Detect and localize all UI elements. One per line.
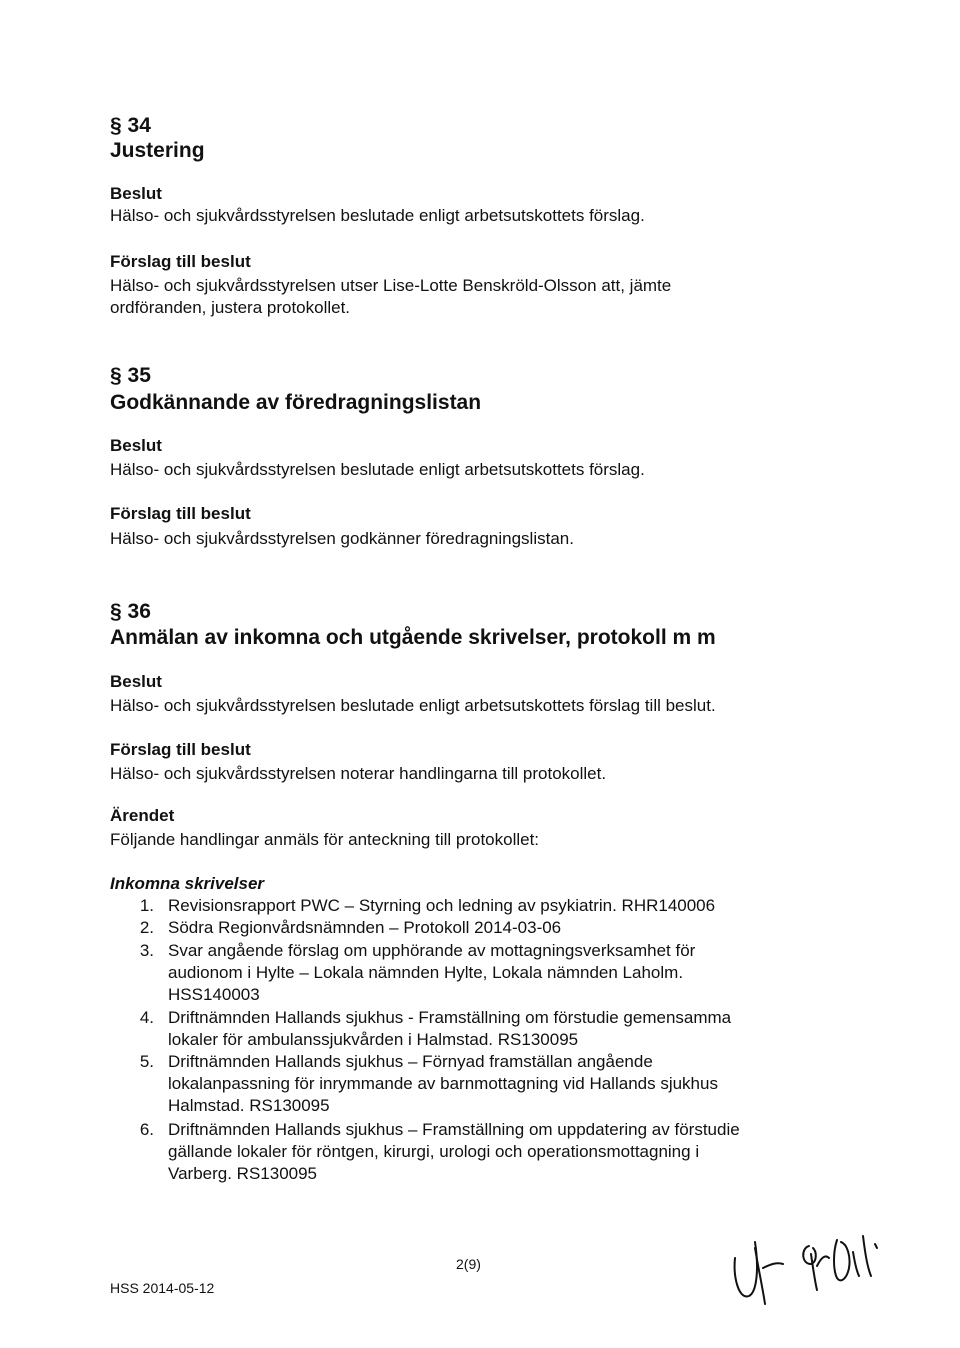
list-item-number: 2. — [139, 918, 154, 937]
section-34-forslag-label: Förslag till beslut — [110, 252, 251, 271]
section-36-arendet-text: Följande handlingar anmäls för anteckning till protokollet: — [110, 830, 540, 849]
list-item-line: HSS140003 — [168, 985, 260, 1004]
list-item-line: gällande lokaler för röntgen, kirurgi, urologi och operationsmottagning i — [168, 1142, 700, 1161]
section-35-beslut-text: Hälso- och sjukvårdsstyrelsen beslutade enligt arbetsutskottets förslag. — [110, 460, 645, 479]
list-item-line: Driftnämnden Hallands sjukhus – Förnyad framställan angående — [168, 1052, 653, 1071]
signature-initials — [725, 1218, 885, 1310]
section-34-forslag-line-1: Hälso- och sjukvårdsstyrelsen utser Lise-Lotte Benskröld-Olsson att, jämte — [110, 276, 672, 295]
section-36-beslut-label: Beslut — [110, 672, 162, 691]
section-34-beslut-label: Beslut — [110, 184, 162, 203]
list-item-line: lokalanpassning för inrymmande av barnmottagning vid Hallands sjukhus — [168, 1074, 718, 1093]
list-item-line: Varberg. RS130095 — [168, 1164, 318, 1183]
section-35-forslag-label: Förslag till beslut — [110, 504, 251, 523]
section-35-number: § 35 — [110, 364, 151, 387]
list-item-number: 4. — [139, 1008, 154, 1027]
list-item-line: Södra Regionvårdsnämnden – Protokoll 2014-03-06 — [168, 918, 562, 937]
section-34-forslag-line-2: ordföranden, justera protokollet. — [110, 298, 351, 317]
section-35-forslag-line-1: Hälso- och sjukvårdsstyrelsen godkänner föredragningslistan. — [110, 529, 574, 548]
section-34-number: § 34 — [110, 114, 151, 137]
section-36-forslag-label: Förslag till beslut — [110, 740, 251, 759]
section-36-number: § 36 — [110, 600, 151, 623]
list-item-line: audionom i Hylte – Lokala nämnden Hylte, Lokala nämnden Laholm. — [168, 963, 684, 982]
list-item-number: 1. — [139, 896, 154, 915]
section-35-beslut-label: Beslut — [110, 436, 162, 455]
list-item-line: Driftnämnden Hallands sjukhus – Framställning om uppdatering av förstudie — [168, 1120, 740, 1139]
section-36-arendet-label: Ärendet — [110, 806, 175, 825]
list-item-line: Halmstad. RS130095 — [168, 1096, 330, 1115]
list-item-number: 6. — [139, 1120, 154, 1139]
page-number: 2(9) — [456, 1256, 481, 1272]
list-item-number: 3. — [139, 941, 154, 960]
section-34-title: Justering — [110, 139, 205, 162]
section-36-beslut-text: Hälso- och sjukvårdsstyrelsen beslutade enligt arbetsutskottets förslag till beslut. — [110, 696, 716, 715]
inkomna-skrivelser-heading: Inkomna skrivelser — [110, 874, 265, 893]
section-36-forslag-line-1: Hälso- och sjukvårdsstyrelsen noterar handlingarna till protokollet. — [110, 764, 607, 783]
list-item-line: Driftnämnden Hallands sjukhus - Framställning om förstudie gemensamma — [168, 1008, 732, 1027]
list-item-line: lokaler för ambulanssjukvården i Halmstad. RS130095 — [168, 1030, 579, 1049]
list-item-number: 5. — [139, 1052, 154, 1071]
section-34-beslut-text: Hälso- och sjukvårdsstyrelsen beslutade enligt arbetsutskottets förslag. — [110, 206, 645, 225]
section-35-title: Godkännande av föredragningslistan — [110, 391, 482, 414]
footer-date: HSS 2014-05-12 — [110, 1280, 215, 1296]
list-item-line: Revisionsrapport PWC – Styrning och ledning av psykiatrin. RHR140006 — [168, 896, 716, 915]
list-item-line: Svar angående förslag om upphörande av mottagningsverksamhet för — [168, 941, 696, 960]
section-36-title: Anmälan av inkomna och utgående skrivelser, protokoll m m — [110, 626, 716, 649]
